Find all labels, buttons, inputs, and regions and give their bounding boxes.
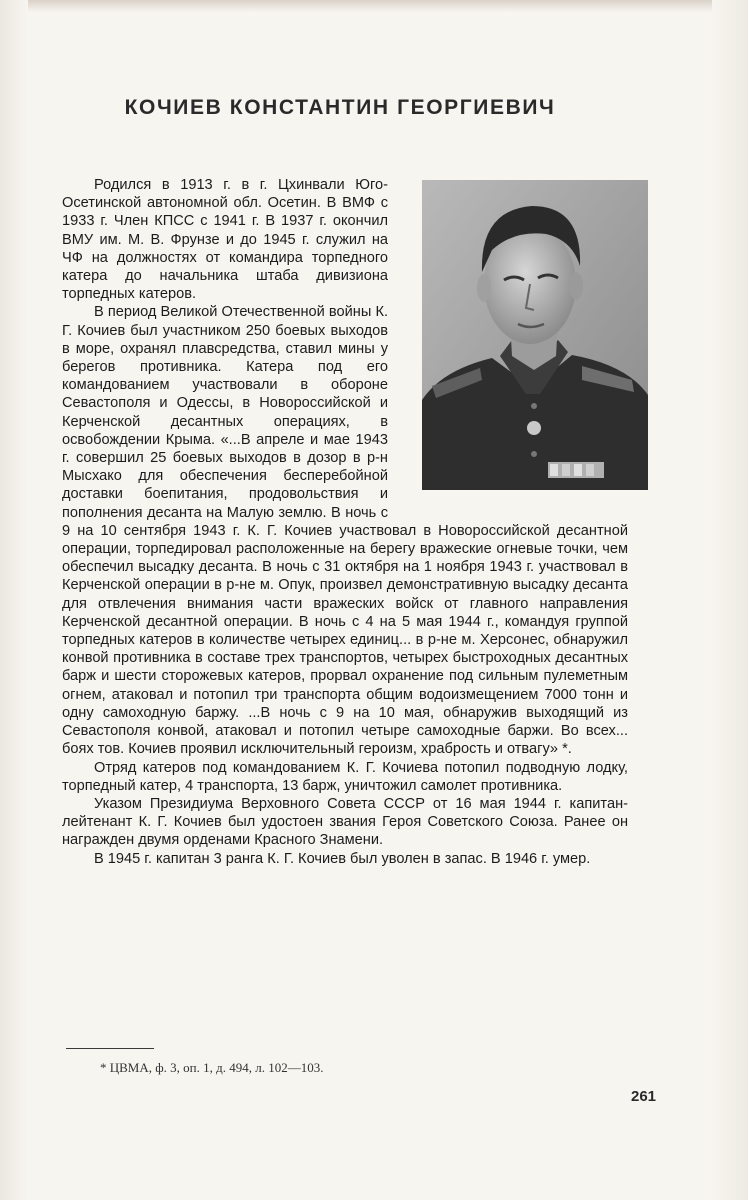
- paragraph-retirement: В 1945 г. капитан 3 ранга К. Г. Кочиев был уволен в запас. В 1946 г. умер.: [94, 850, 591, 867]
- biography-text: [62, 176, 628, 868]
- page-edge-right: [712, 0, 748, 1200]
- paragraph-results: Отряд катеров под командованием К. Г. Кочиева потопил подводную лодку, торпедный катер, 4 транспорта, 13 барж, уничтожил самолет противника.: [62, 759, 628, 794]
- page-number: 261: [631, 1088, 657, 1105]
- paragraph-war-service: В период Великой Отечественной войны К. Г. Кочиев был участником 250 боевых выходов в море, охранял плавсредства, ставил мины у берегов противника. Катера под его командованием участвовали в обороне Севастополя и Одессы, в Новороссийской и Керченской десантных операциях, в освобождении Крыма. «...В апреле и мае 1943 г. совершил 25 боевых выходов в дозор в р-н Мысхако для обеспечения бесперебойной доставки боепитания, продовольствия и пополнения десанта на Малую землю. В ночь с 9 на 10 сентября 1943 г. К. Г. Кочиев участвовал в Новороссийской десантной операции, торпедировал расположенные на берегу вражеские огневые точки, чем обеспечил высадку десанта. В ночь с 31 октября на 1 ноября 1943 г. участвовал в Керченской операции в р-не м. Опук, произвел демонстративную высадку десанта для отвлечения внимания части вражеских войск от главного направления Керченской десантной операции. В ночь с 4 на 5 мая 1944 г., командуя группой торпедных катеров в количестве четырех единиц... в р-не м. Херсонес, обнаружил конвой противника в составе трех транспортов, четырех быстроходных десантных барж и шести сторожевых катеров, прорвал охранение под сильным пулеметным огнем, атаковал и потопил три транспорта общим водоизмещением 7000 тонн и одну самоходную баржу. ...В ночь с 9 на 10 мая, обнаружив выходящий из Севастополя конвой, атаковал и потопил четыре самоходные баржи. Во всех... боях тов. Кочиев проявил исключительный героизм, храбрость и отвагу» *.: [62, 304, 628, 758]
- paragraph-birth: Родился в 1913 г. в г. Цхинвали Юго-Осетинской автономной обл. Осетин. В ВМФ с 1933 г. Член КПСС с 1941 г. В 1937 г. окончил ВМУ им. М. В. Фрунзе и до 1945 г. служил на ЧФ на должностях от командира торпедного катера до начальника штаба дивизиона торпедных катеров.: [62, 177, 388, 303]
- photo-spacer: [400, 176, 628, 506]
- paragraph-award: Указом Президиума Верховного Совета СССР от 16 мая 1944 г. капитан-лейтенант К. Г. Кочиев был удостоен звания Героя Советского Союза. Ранее он награжден двумя орденами Красного Знамени.: [62, 795, 628, 849]
- page-edge-left: [0, 0, 28, 1200]
- page-title: КОЧИЕВ КОНСТАНТИН ГЕОРГИЕВИЧ: [124, 96, 556, 119]
- footnote-divider: [66, 1048, 154, 1049]
- page-edge-top: [0, 0, 748, 12]
- footnote: * ЦВМА, ф. 3, оп. 1, д. 494, л. 102—103.: [100, 1060, 324, 1075]
